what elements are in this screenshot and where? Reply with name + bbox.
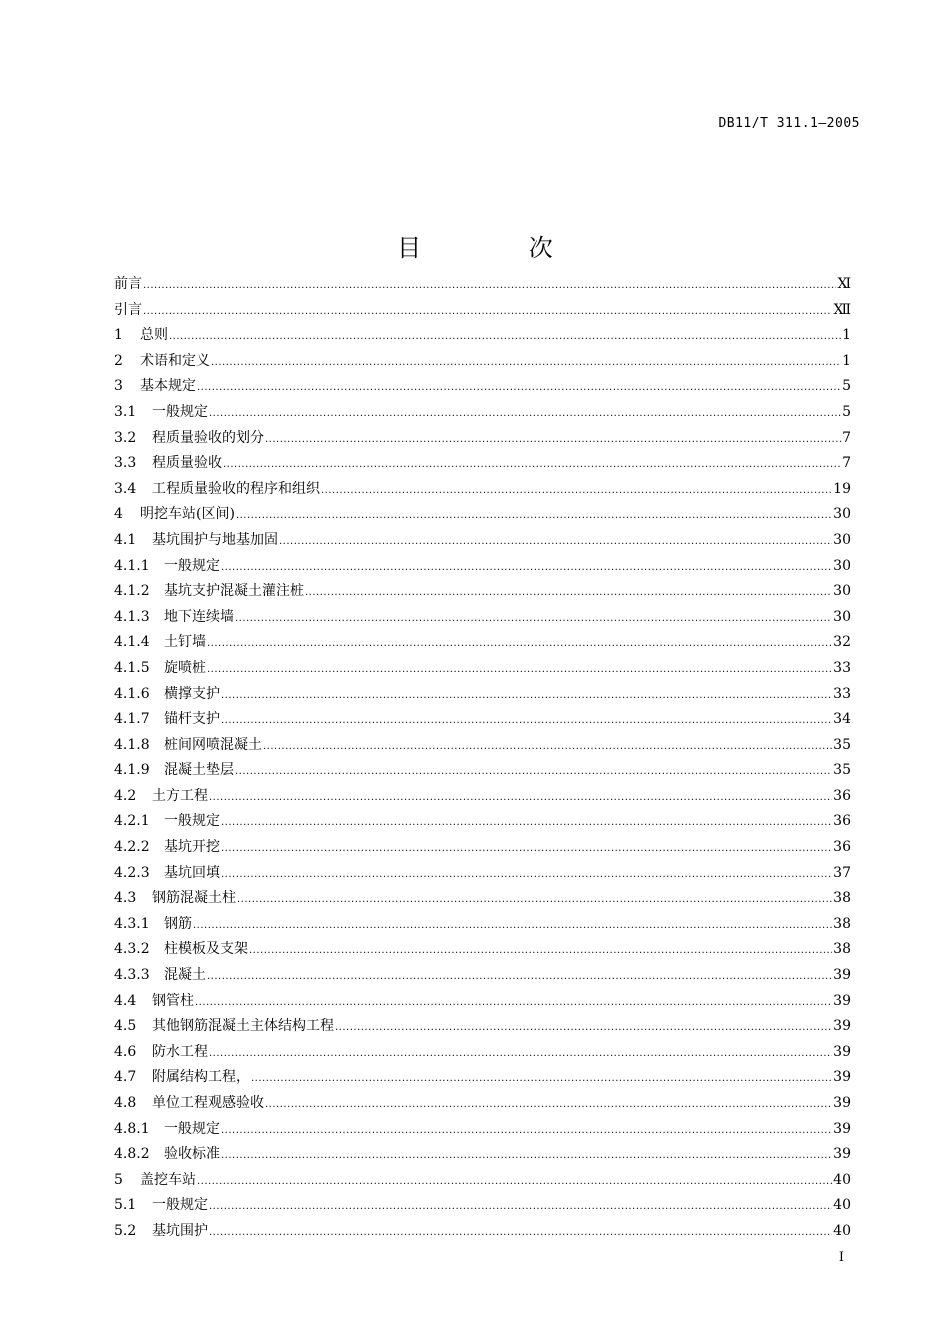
- toc-entry-label: 程质量验收: [152, 455, 222, 472]
- toc-entry-label: 一般规定: [164, 813, 220, 830]
- toc-entry-number: 5.2: [114, 1222, 137, 1239]
- toc-entry-label: 其他钢筋混凝土主体结构工程: [152, 1018, 334, 1035]
- toc-entry-number: 4.1.6: [114, 685, 150, 702]
- dot-leader: [143, 272, 836, 299]
- toc-entry-page: 35: [833, 762, 851, 779]
- toc-entry-page: 30: [833, 506, 851, 523]
- toc-entry-number: 4.8.2: [114, 1146, 150, 1163]
- toc-entry-number: 4.1.1: [114, 557, 150, 574]
- toc-entry-number: 3.3: [114, 455, 137, 472]
- toc-entry-page: 1: [842, 352, 851, 369]
- toc-entry-number: 4.1.7: [114, 711, 150, 728]
- dot-leader: [321, 477, 832, 504]
- toc-entry[interactable]: [114, 963, 851, 989]
- dot-leader: [265, 1091, 832, 1118]
- toc-entry-number: 4.2: [114, 787, 137, 804]
- dot-leader: [263, 733, 832, 760]
- toc-entry[interactable]: [114, 451, 851, 477]
- toc-entry-page: 36: [833, 839, 851, 856]
- dot-leader: [195, 989, 832, 1016]
- dot-leader: [209, 1193, 832, 1220]
- toc-entry-page: 39: [833, 1043, 851, 1060]
- toc-entry-page: 32: [833, 634, 851, 651]
- toc-entry-page: 30: [833, 531, 851, 548]
- dot-leader: [209, 1040, 832, 1067]
- toc-entry-label: 钢管柱: [152, 992, 194, 1009]
- dot-leader: [209, 784, 832, 811]
- dot-leader: [207, 656, 832, 683]
- toc-entry-page: 33: [833, 685, 851, 702]
- toc-entry-number: 4.4: [114, 992, 137, 1009]
- toc-entry-label: 地下连续墙: [164, 608, 234, 625]
- toc-entry-number: 3.4: [114, 480, 137, 497]
- toc-entry[interactable]: [114, 272, 851, 298]
- toc-entry-page: 38: [833, 915, 851, 932]
- toc-entry-label: 总则: [140, 327, 168, 344]
- toc-entry-label: 前言: [114, 276, 142, 292]
- toc-entry-label: 钢筋: [164, 915, 192, 932]
- toc-entry-label: 工程质量验收的程序和组织: [152, 480, 320, 497]
- toc-entry[interactable]: [114, 528, 851, 554]
- dot-leader: [235, 758, 832, 785]
- toc-entry-label: 防水工程: [152, 1043, 208, 1060]
- dot-leader: [236, 502, 832, 529]
- toc-entry-label: 一般规定: [152, 1197, 208, 1214]
- toc-entry-page: 38: [833, 890, 851, 907]
- toc-entry-label: 混凝土垫层: [164, 762, 234, 779]
- toc-entry-label: 钢筋混凝土柱: [152, 890, 236, 907]
- toc-entry[interactable]: [114, 707, 851, 733]
- dot-leader: [221, 835, 832, 862]
- toc-entry-label: 一般规定: [164, 1120, 220, 1137]
- toc-entry-page: 36: [833, 813, 851, 830]
- toc-entry-number: 2: [114, 352, 123, 369]
- toc-entry-label: 术语和定义: [140, 352, 210, 369]
- toc-entry-number: 5.1: [114, 1197, 137, 1214]
- dot-leader: [237, 886, 832, 913]
- toc-entry-number: 4.2.1: [114, 813, 150, 830]
- toc-entry-number: 4.1.9: [114, 762, 150, 779]
- dot-leader: [207, 630, 832, 657]
- page-number: I: [838, 1250, 844, 1265]
- toc-entry-label: 混凝土: [164, 967, 206, 984]
- toc-entry-label: 基坑围护与地基加固: [152, 531, 278, 548]
- toc-entry-number: 3: [114, 378, 123, 395]
- toc-entry[interactable]: [114, 937, 851, 963]
- toc-entry-number: 4.8: [114, 1095, 137, 1111]
- toc-entry[interactable]: [114, 349, 851, 375]
- toc-entry[interactable]: [114, 1091, 851, 1117]
- toc-entry-number: 4.1.3: [114, 608, 150, 625]
- toc-entry-page: 37: [833, 864, 851, 881]
- toc-entry-number: 4.1.5: [114, 659, 150, 676]
- toc-entry-number: 4.1.2: [114, 583, 150, 600]
- toc-entry-label: 一般规定: [152, 403, 208, 420]
- dot-leader: [235, 605, 832, 632]
- toc-entry-label: 土方工程: [152, 787, 208, 804]
- toc-entry[interactable]: [114, 1117, 851, 1143]
- toc-entry-label: 基坑支护混凝土灌注桩: [164, 583, 304, 600]
- dot-leader: [221, 682, 832, 709]
- toc-entry-number: 4.3.3: [114, 967, 150, 984]
- toc-entry-number: 4.3: [114, 890, 137, 907]
- toc-entry-label: 附属结构工程，: [152, 1069, 250, 1086]
- toc-entry[interactable]: [114, 554, 851, 580]
- toc-entry-label: 验收标准: [164, 1146, 220, 1163]
- toc-entry-number: 4.1.4: [114, 634, 150, 651]
- dot-leader: [169, 323, 841, 350]
- toc-entry-number: 4.1: [114, 531, 137, 548]
- toc-entry-label: 旋喷桩: [164, 659, 206, 676]
- toc-entry-number: 3.2: [114, 429, 137, 446]
- toc-entry-label: 一般规定: [164, 557, 220, 574]
- dot-leader: [251, 1065, 832, 1092]
- toc-entry[interactable]: [114, 912, 851, 938]
- toc-entry-page: 5: [842, 403, 851, 420]
- toc-entry-label: 引言: [114, 301, 142, 318]
- toc-entry-number: 3.1: [114, 403, 137, 420]
- toc-entry[interactable]: [114, 886, 851, 912]
- toc-entry-number: 4.2.2: [114, 839, 150, 856]
- toc-entry-page: 39: [833, 992, 851, 1009]
- toc-entry[interactable]: [114, 477, 851, 503]
- dot-leader: [223, 451, 841, 478]
- dot-leader: [211, 349, 841, 376]
- dot-leader: [197, 374, 841, 401]
- toc-entry-page: 35: [833, 736, 851, 753]
- toc-entry-number: 4.3.2: [114, 941, 150, 958]
- table-of-contents: [114, 272, 851, 1245]
- toc-entry[interactable]: [114, 835, 851, 861]
- toc-entry-label: 横撑支护: [164, 685, 220, 702]
- toc-entry-number: 4.8.1: [114, 1120, 150, 1137]
- toc-entry-page: 40: [833, 1171, 851, 1188]
- toc-entry[interactable]: [114, 400, 851, 426]
- toc-entry-label: 单位工程观感验收: [152, 1095, 264, 1111]
- toc-entry[interactable]: [114, 1065, 851, 1091]
- toc-entry[interactable]: [114, 502, 851, 528]
- toc-entry-page: 30: [833, 557, 851, 574]
- dot-leader: [197, 1168, 832, 1195]
- dot-leader: [221, 1117, 832, 1144]
- toc-entry-label: 程质量验收的划分: [152, 429, 264, 446]
- toc-entry[interactable]: [114, 1014, 851, 1040]
- toc-entry-page: 7: [842, 455, 851, 472]
- toc-entry-page: 39: [833, 1095, 851, 1111]
- toc-entry-page: 39: [833, 1146, 851, 1163]
- toc-entry-number: 1: [114, 327, 123, 344]
- toc-entry-label: 柱模板及支架: [164, 941, 248, 958]
- toc-entry-page: 38: [833, 941, 851, 958]
- toc-title: 目 次: [397, 234, 603, 262]
- dot-leader: [335, 1014, 832, 1041]
- dot-leader: [209, 400, 841, 427]
- toc-entry-page: 39: [833, 1018, 851, 1035]
- toc-entry-label: 明挖车站(区间): [140, 506, 235, 523]
- toc-entry-label: 锚杆支护: [164, 711, 220, 728]
- toc-entry-page: 1: [842, 327, 851, 344]
- toc-entry[interactable]: [114, 784, 851, 810]
- toc-entry-page: 5: [842, 378, 851, 395]
- dot-leader: [221, 861, 832, 888]
- toc-entry[interactable]: [114, 682, 851, 708]
- toc-entry-label: 桩间网喷混凝土: [164, 736, 262, 753]
- toc-entry-label: 基坑开挖: [164, 839, 220, 856]
- toc-entry-label: 基坑围护: [152, 1222, 208, 1239]
- toc-entry-label: 土钉墙: [164, 634, 206, 651]
- toc-entry-page: 30: [833, 583, 851, 600]
- toc-entry-page: Ⅺ: [837, 276, 851, 292]
- toc-entry[interactable]: [114, 1168, 851, 1194]
- toc-entry-number: 4.7: [114, 1069, 137, 1086]
- dot-leader: [193, 912, 832, 939]
- dot-leader: [249, 937, 832, 964]
- dot-leader: [221, 554, 832, 581]
- toc-entry-page: 40: [833, 1222, 851, 1239]
- toc-entry[interactable]: [114, 323, 851, 349]
- toc-entry-page: 19: [833, 480, 851, 497]
- dot-leader: [279, 528, 832, 555]
- toc-entry-page: 39: [833, 1069, 851, 1086]
- toc-entry-label: 盖挖车站: [140, 1171, 196, 1188]
- dot-leader: [209, 1219, 832, 1246]
- toc-entry-label: 基坑回填: [164, 864, 220, 881]
- toc-entry-number: 4.1.8: [114, 736, 150, 753]
- toc-entry[interactable]: [114, 605, 851, 631]
- toc-entry[interactable]: [114, 1193, 851, 1219]
- toc-entry[interactable]: [114, 630, 851, 656]
- toc-entry-number: 4: [114, 506, 123, 523]
- toc-entry-page: 33: [833, 659, 851, 676]
- toc-entry-page: 30: [833, 608, 851, 625]
- toc-entry-number: 4.2.3: [114, 864, 150, 881]
- toc-entry[interactable]: [114, 298, 851, 324]
- toc-entry[interactable]: [114, 758, 851, 784]
- dot-leader: [207, 963, 832, 990]
- toc-entry-number: 4.5: [114, 1018, 137, 1035]
- toc-entry[interactable]: [114, 989, 851, 1015]
- toc-entry[interactable]: [114, 861, 851, 887]
- dot-leader: [221, 707, 832, 734]
- document-code: DB11/T 311.1—2005: [718, 116, 860, 131]
- toc-entry-page: 34: [833, 711, 851, 728]
- dot-leader: [221, 809, 832, 836]
- toc-entry-label: 基本规定: [140, 378, 196, 395]
- dot-leader: [143, 298, 832, 325]
- toc-entry-number: 4.3.1: [114, 915, 150, 932]
- toc-entry[interactable]: [114, 579, 851, 605]
- toc-entry-number: 4.6: [114, 1043, 137, 1060]
- toc-entry-page: 7: [842, 429, 851, 446]
- dot-leader: [265, 426, 841, 453]
- dot-leader: [221, 1142, 832, 1169]
- toc-entry[interactable]: [114, 1142, 851, 1168]
- toc-entry-page: 36: [833, 787, 851, 804]
- toc-entry[interactable]: [114, 809, 851, 835]
- toc-entry[interactable]: [114, 426, 851, 452]
- toc-entry[interactable]: [114, 374, 851, 400]
- toc-entry[interactable]: [114, 733, 851, 759]
- toc-entry-page: Ⅻ: [833, 301, 851, 318]
- toc-entry-page: 39: [833, 967, 851, 984]
- toc-entry-page: 39: [833, 1120, 851, 1137]
- dot-leader: [305, 579, 832, 606]
- toc-entry[interactable]: [114, 1040, 851, 1066]
- toc-entry[interactable]: [114, 656, 851, 682]
- toc-entry-page: 40: [833, 1197, 851, 1214]
- toc-entry[interactable]: [114, 1219, 851, 1245]
- toc-entry-number: 5: [114, 1171, 123, 1188]
